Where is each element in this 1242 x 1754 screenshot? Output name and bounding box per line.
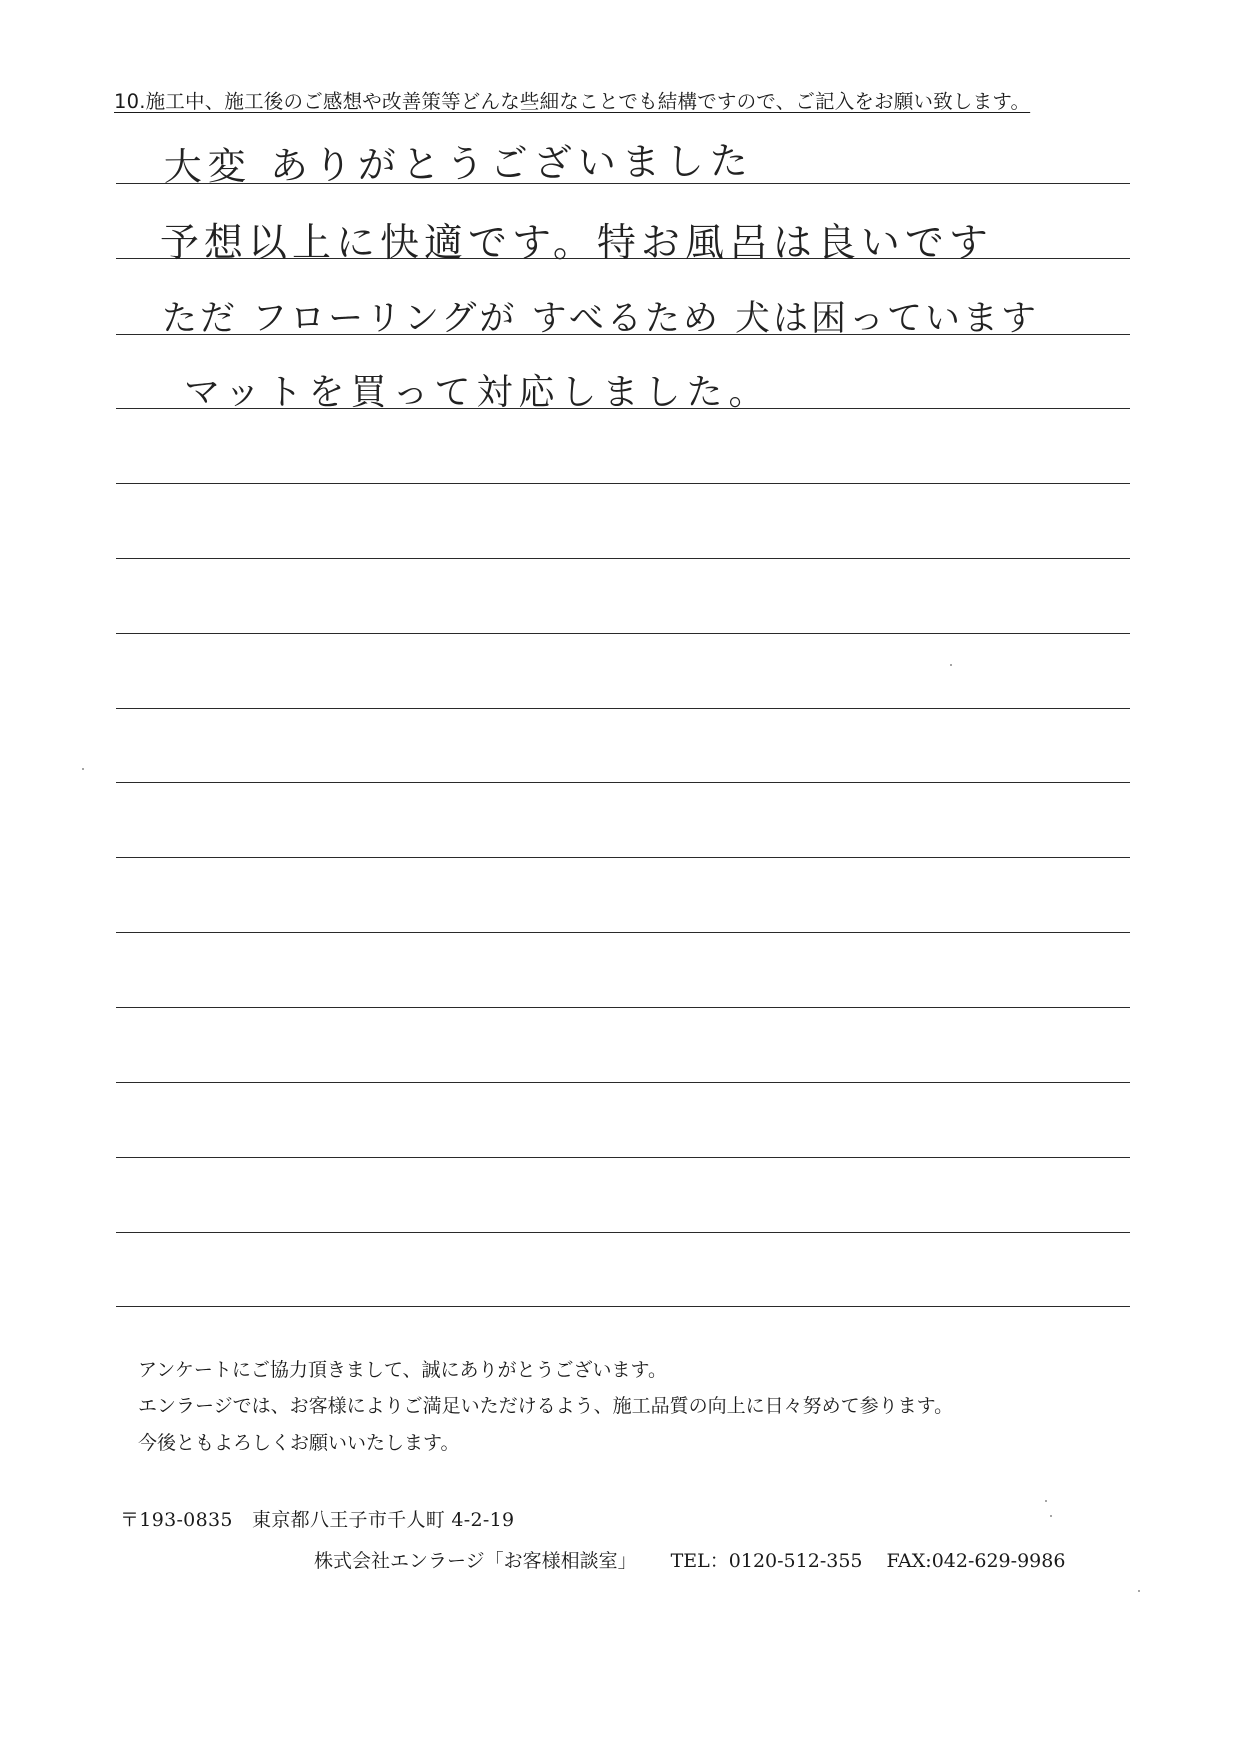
ruled-line	[116, 708, 1130, 709]
ruled-line	[116, 782, 1130, 783]
fax-number: FAX:042-629-9986	[886, 1550, 1066, 1572]
ruled-line	[116, 857, 1130, 858]
ruled-line	[116, 1007, 1130, 1008]
handwritten-answer-line: 大変 ありがとうございました	[163, 138, 755, 190]
ruled-line	[116, 483, 1130, 484]
closing-regards: 今後ともよろしくお願いいたします。	[138, 1432, 460, 1454]
ruled-line	[116, 1306, 1130, 1307]
ruled-line	[116, 1232, 1130, 1233]
ruled-line	[116, 633, 1130, 634]
phone-number: TEL：0120-512-355	[670, 1550, 863, 1572]
company-contact	[314, 1546, 1065, 1573]
closing-thanks: アンケートにご協力頂きまして、誠にありがとうございます。	[138, 1359, 667, 1381]
scan-speck	[82, 768, 84, 770]
question-prompt: 10.施工中、施工後のご感想や改善策等どんな些細なことでも結構ですので、ご記入をお願い致します。	[114, 90, 1031, 113]
scan-speck	[1050, 1515, 1052, 1517]
company-name: 株式会社エンラージ「お客様相談室」	[314, 1550, 637, 1572]
ruled-line	[116, 558, 1130, 559]
scan-speck	[1138, 1590, 1140, 1592]
handwritten-answer-line: 予想以上に快適です。特お風呂は良いです	[160, 221, 993, 266]
ruled-line	[116, 1157, 1130, 1158]
ruled-line	[116, 932, 1130, 933]
scan-speck	[950, 664, 952, 666]
ruled-line	[116, 1082, 1130, 1083]
company-address: 〒193-0835 東京都八王子市千人町 4-2-19	[120, 1509, 515, 1531]
closing-commitment: エンラージでは、お客様によりご満足いただけるよう、施工品質の向上に日々努めて参ります。	[138, 1395, 954, 1417]
handwritten-answer-line: ただ フローリングが すべるため 犬は困っています	[162, 299, 1039, 339]
handwritten-answer-line: マットを買って対応しました。	[184, 372, 771, 413]
scan-speck	[1045, 1500, 1047, 1502]
